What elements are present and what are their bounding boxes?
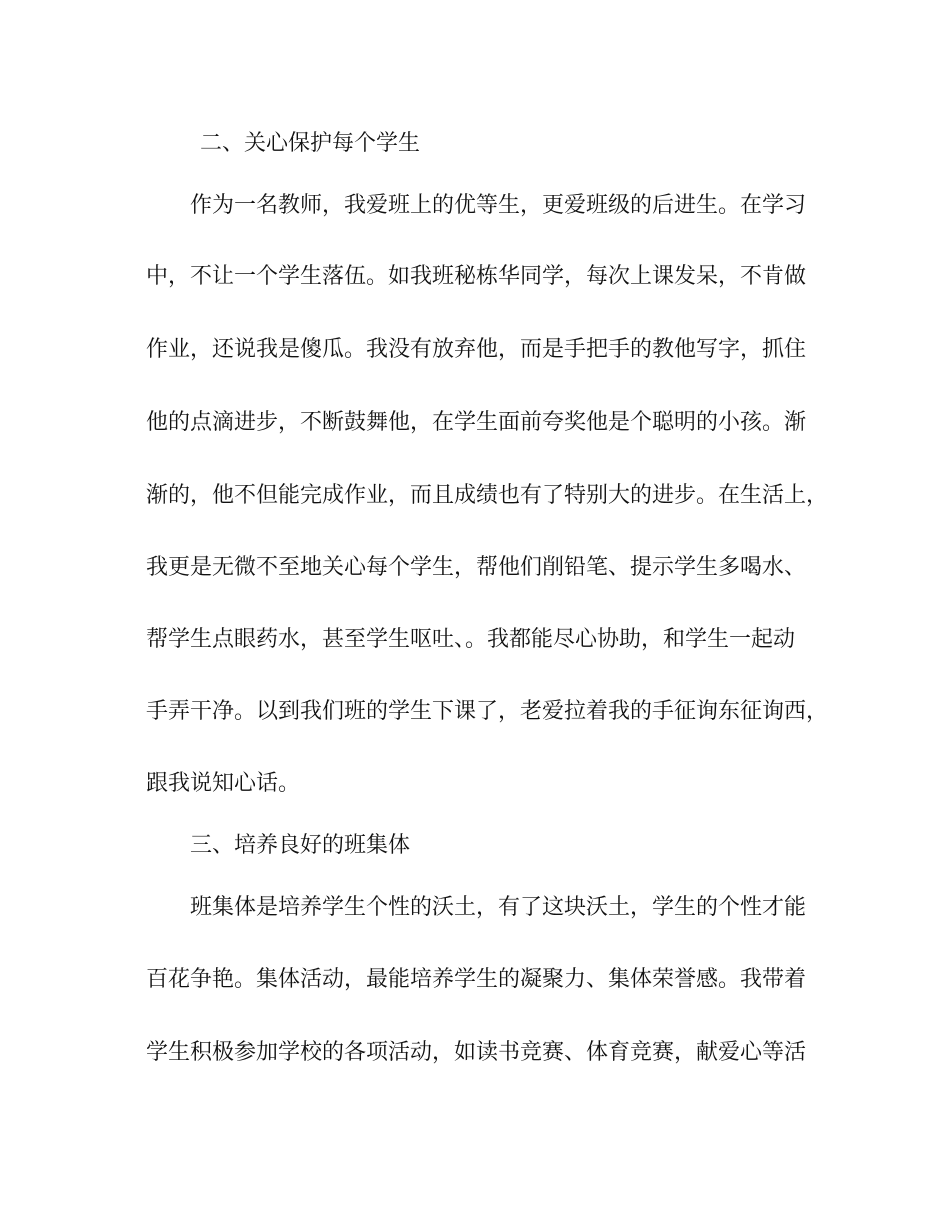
section-heading-2: 二、关心保护每个学生 bbox=[200, 131, 421, 156]
paragraph-line: 手弄干净。以到我们班的学生下课了，老爱拉着我的手征询东征询西， bbox=[146, 699, 829, 724]
paragraph-line: 他的点滴进步，不断鼓舞他，在学生面前夸奖他是个聪明的小孩。渐 bbox=[146, 410, 807, 435]
paragraph-line: 班集体是培养学生个性的沃土，有了这块沃土，学生的个性才能 bbox=[190, 895, 807, 920]
paragraph-line: 帮学生点眼药水，甚至学生呕吐、。我都能尽心协助，和学生一起动 bbox=[146, 627, 796, 652]
paragraph-line: 渐的，他不但能完成作业，而且成绩也有了特别大的进步。在生活上， bbox=[146, 483, 829, 508]
paragraph-line: 我更是无微不至地关心每个学生，帮他们削铅笔、提示学生多喝水、 bbox=[146, 555, 807, 580]
paragraph-line: 跟我说知心话。 bbox=[146, 771, 301, 796]
paragraph-line: 学生积极参加学校的各项活动，如读书竞赛、体育竞赛，献爱心等活 bbox=[146, 1040, 807, 1065]
paragraph-line: 百花争艳。集体活动，最能培养学生的凝聚力、集体荣誉感。我带着 bbox=[146, 967, 807, 992]
paragraph-line: 作为一名教师，我爱班上的优等生，更爱班级的后进生。在学习 bbox=[190, 193, 807, 218]
section-heading-3: 三、培养良好的班集体 bbox=[190, 833, 411, 858]
paragraph-line: 中，不让一个学生落伍。如我班秘栋华同学，每次上课发呆，不肯做 bbox=[146, 264, 807, 289]
paragraph-line: 作业，还说我是傻瓜。我没有放弃他，而是手把手的教他写字，抓住 bbox=[146, 337, 807, 362]
